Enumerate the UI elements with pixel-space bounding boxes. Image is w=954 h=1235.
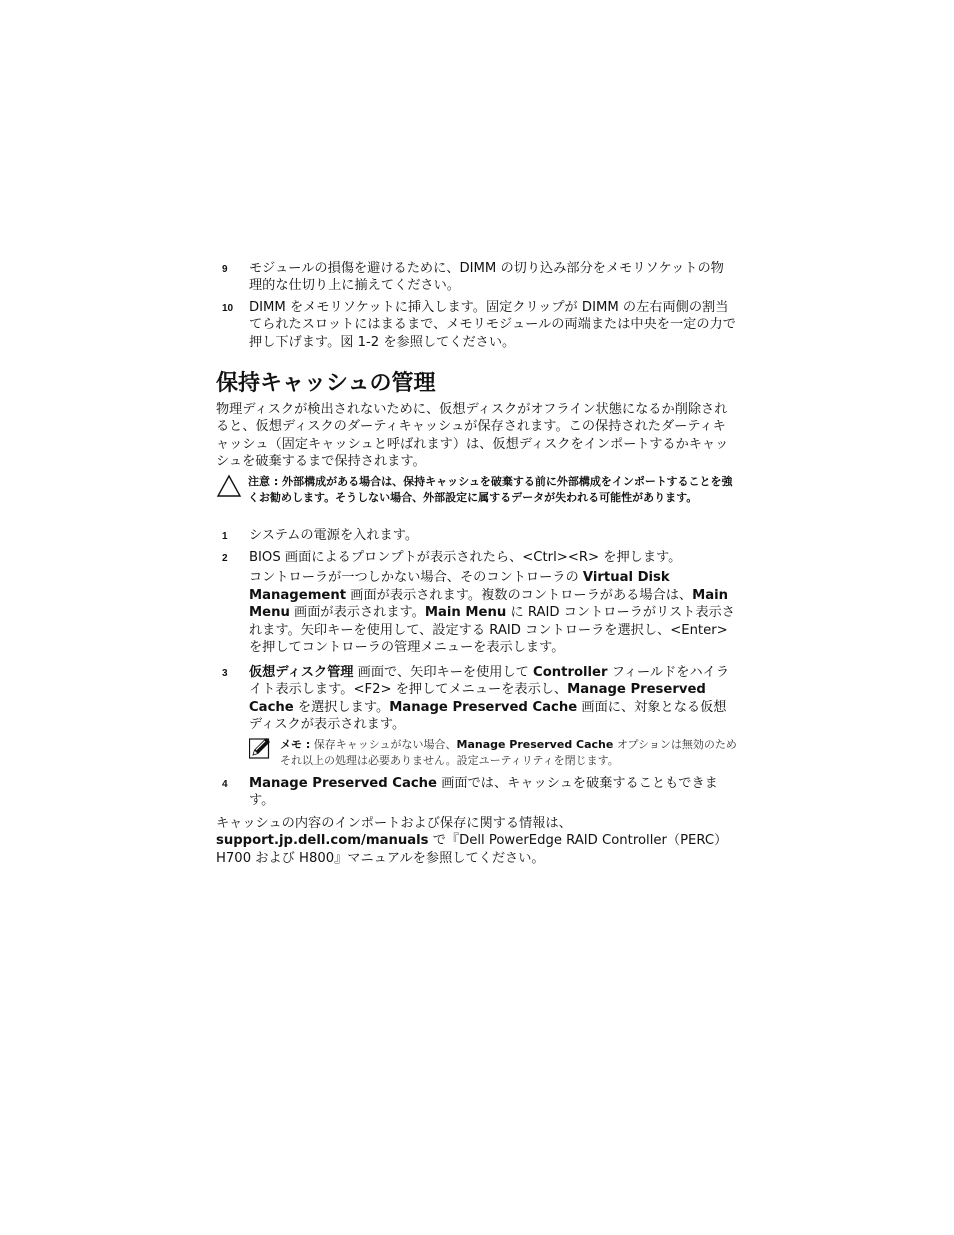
reference-text: キャッシュの内容のインポートおよび保存に関する情報は、	[216, 816, 572, 831]
step-3	[222, 664, 742, 734]
step-bold: Controller	[533, 665, 608, 680]
reference-text: で『Dell PowerEdge RAID Controller（PERC）H700 および H800』マニュアルを参照してください。	[216, 833, 728, 866]
step-run: 画面で、矢印キーを使用して	[353, 665, 534, 680]
note-label: メモ :	[280, 738, 311, 751]
step-run: を選択します。	[293, 699, 390, 715]
caution-text	[248, 474, 738, 505]
step-2	[222, 549, 742, 656]
step-number: 4	[222, 779, 228, 790]
note-pencil-icon	[249, 737, 271, 759]
step-2-detail	[249, 569, 737, 656]
note-run: 保存キャッシュがない場合、	[310, 738, 457, 751]
step-bold: Manage Preserved Cache	[249, 776, 437, 791]
detail-text: コントローラが一つしかない場合、そのコントローラの	[249, 570, 583, 586]
detail-text: に RAID コントローラがリスト表示されます。矢印キーを使用して、設定する RAID コントローラを選択し、<Enter> を押してコントローラの管理メニューを表示します。	[249, 605, 735, 656]
note-text	[280, 737, 739, 769]
caution-box	[216, 474, 738, 505]
step-4	[222, 775, 742, 810]
detail-text: 画面が表示されます。	[289, 605, 425, 621]
step-text: モジュールの損傷を避けるために、DIMM の切り込み部分をメモリソケットの物理的な仕切り上に揃えてください。	[249, 261, 724, 294]
step-number: 10	[222, 303, 234, 314]
step-text: BIOS 画面によるプロンプトが表示されたら、<Ctrl><R> を押します。	[249, 550, 682, 565]
caution-triangle-icon	[216, 474, 242, 498]
reference-paragraph	[216, 815, 736, 867]
step-1	[222, 527, 742, 544]
step-bold: Manage Preserved Cache	[249, 682, 706, 715]
section-title: 保持キャッシュの管理	[216, 371, 436, 396]
step-run: 画面に、対象となる仮想ディスクが表示されます。	[249, 699, 727, 733]
step-run: 画面では、キャッシュを破棄することもできます。	[249, 776, 718, 809]
step-number: 9	[222, 264, 228, 275]
step-9	[222, 260, 742, 295]
note-box	[249, 737, 739, 769]
step-text	[249, 664, 737, 734]
step-bold: Manage Preserved Cache	[389, 699, 578, 715]
step-number: 2	[222, 553, 228, 564]
detail-bold: Virtual Disk Management	[249, 570, 670, 603]
note-run: オプションは無効のためそれ以上の処理は必要ありません。設定ユーティリティを閉じます。	[280, 738, 737, 767]
detail-bold: Main Menu	[424, 605, 507, 621]
step-number: 3	[222, 668, 228, 679]
manuals-link[interactable]: support.jp.dell.com/manuals	[216, 833, 429, 849]
step-run: フィールドをハイライト表示します。<F2> を押してメニューを表示し、	[249, 665, 730, 698]
note-bold: Manage Preserved Cache	[456, 738, 614, 751]
step-text	[249, 775, 737, 810]
step-10	[222, 299, 742, 351]
caution-body: 外部構成がある場合は、保持キャッシュを破棄する前に外部構成をインポートすることを強くお勧めします。そうしない場合、外部設定に属するデータが失われる可能性があります。	[248, 475, 733, 504]
detail-bold: Main Menu	[249, 587, 729, 621]
step-number: 1	[222, 531, 228, 542]
step-text: システムの電源を入れます。	[249, 528, 419, 543]
caution-label: 注意 :	[248, 475, 279, 488]
step-bold: 仮想ディスク管理	[249, 665, 354, 680]
step-text: DIMM をメモリソケットに挿入します。固定クリップが DIMM の左右両側の割当てられたスロットにはまるまで、メモリモジュールの両端または中央を一定の力で押し下げます。図 1-2 を参照してください。	[249, 300, 736, 350]
detail-text: 画面が表示されます。複数のコントローラがある場合は、	[346, 587, 693, 603]
intro-paragraph: 物理ディスクが検出されないために、仮想ディスクがオフライン状態になるか削除されると、仮想ディスクのダーティキャッシュが保存されます。この保持されたダーティキャッシュ（固定キャッシュと呼ばれます）は、仮想ディスクをインポートするかキャッシュを破棄するまで保持されます。	[216, 402, 729, 470]
